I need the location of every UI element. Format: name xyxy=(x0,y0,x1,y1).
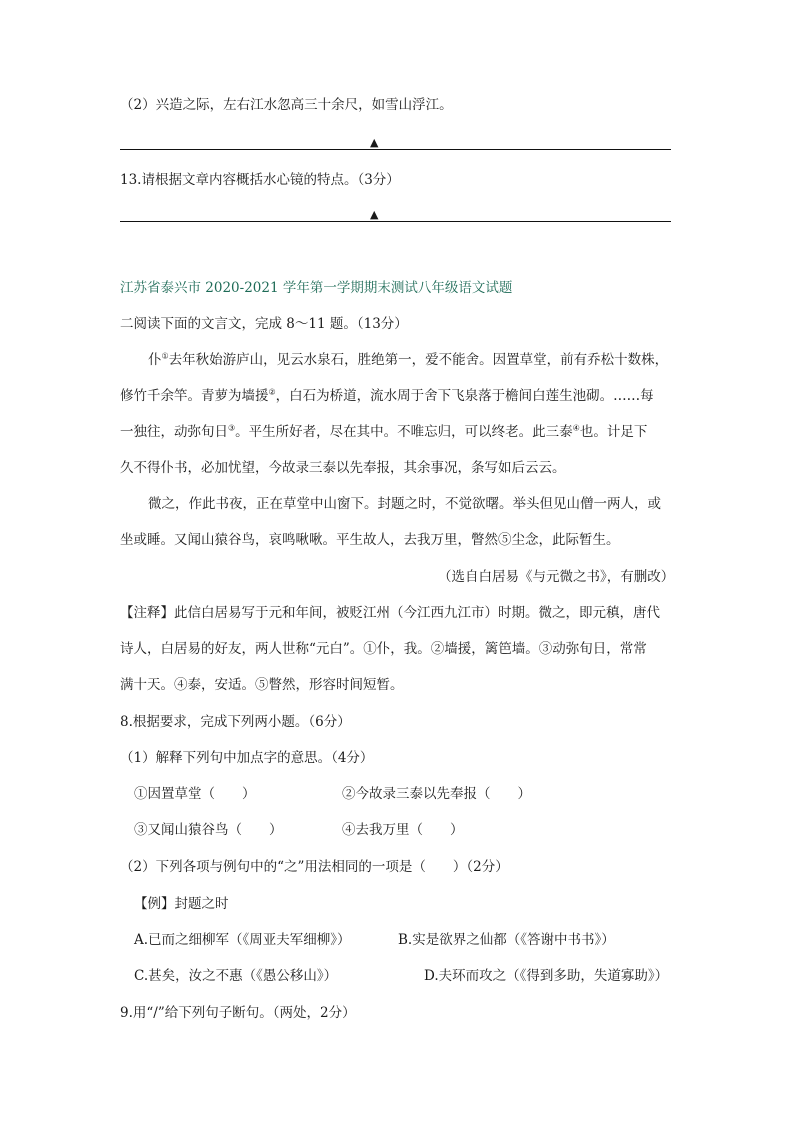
question-9-title: 9.用“/”给下列句子断句。（两处，2分） xyxy=(120,1005,356,1021)
question-8-sub1: （1）解释下列句中加点字的意思。（4分） xyxy=(120,750,374,766)
answer-line xyxy=(120,221,671,222)
blank-item-2: ②今故录三泰以先奉报（ ） xyxy=(342,786,531,802)
option-a: A.已而之细柳军（《周亚夫军细柳》） xyxy=(134,932,351,948)
passage-p1-line1: 仆①去年秋始游庐山，见云水泉石，胜绝第一，爱不能舍。因置草堂，前有乔松十数株， xyxy=(148,351,669,368)
blank-item-3: ③又闻山猿谷鸟（ ） xyxy=(134,822,283,838)
blank-item-4: ④去我万里（ ） xyxy=(342,822,464,838)
passage-p1-line4: 久不得仆书，必加忧望，今故录三泰以先奉报，其余事况，条写如后云云。 xyxy=(120,460,566,476)
option-d: D.夫环而攻之（《得到多助，失道寡助》） xyxy=(424,968,669,984)
passage-p2-line2: 坐或睡。又闻山猿谷鸟，哀鸣啾啾。平生故人，去我万里，瞥然⑤尘念，此际暂生。 xyxy=(120,532,620,548)
question-8-sub2: （2）下列各项与例句中的“之”用法相同的一项是（ ）（2分） xyxy=(120,859,509,875)
source-title: 江苏省泰兴市 2020-2021 学年第一学期期末测试八年级语文试题 xyxy=(120,280,513,296)
question-8-title: 8.根据要求，完成下列两小题。（6分） xyxy=(120,714,351,730)
option-c: C.甚矣，汝之不惠（《愚公移山》） xyxy=(134,968,338,984)
answer-line xyxy=(120,149,671,150)
passage-citation: （选自白居易《与元微之书》，有删改） xyxy=(438,569,675,585)
question-13: 13.请根据文章内容概括水心镜的特点。（3分） xyxy=(120,172,400,188)
option-b: B.实是欲界之仙都（《答谢中书书》） xyxy=(398,932,615,948)
passage-p1-line2: 修竹千余竿。青萝为墙援②，白石为桥道，流水周于舍下飞泉落于檐间白莲生池砌。……每 xyxy=(120,387,654,404)
answer-marker: ▲ xyxy=(370,208,379,221)
notes-line2: 诗人，白居易的好友，两人世称“元白”。①仆，我。②墙援，篱笆墙。③动弥旬日，常常 xyxy=(120,641,647,657)
example-sentence: 【例】封题之时 xyxy=(134,896,229,912)
passage-p1-line3: 一独往，动弥旬日③。平生所好者，尽在其中。不唯忘归，可以终老。此三泰④也。计足下 xyxy=(120,423,648,440)
answer-marker: ▲ xyxy=(370,136,379,149)
blank-item-1: ①因置草堂（ ） xyxy=(134,786,256,802)
notes-line3: 满十天。④泰，安适。⑤瞥然，形容时间短暂。 xyxy=(120,677,404,693)
notes-line1: 【注释】此信白居易写于元和年间，被贬江州（今江西九江市）时期。微之，即元稹，唐代 xyxy=(120,605,660,621)
section-heading: 二阅读下面的文言文，完成 8～11 题。（13分） xyxy=(120,316,408,332)
question-12-part-2: （2）兴造之际，左右江水忽高三十余尺，如雪山浮江。 xyxy=(120,97,453,113)
passage-p2-line1: 微之，作此书夜，正在草堂中山窗下。封题之时，不觉欲曙。举头但见山僧一两人，或 xyxy=(148,496,661,512)
